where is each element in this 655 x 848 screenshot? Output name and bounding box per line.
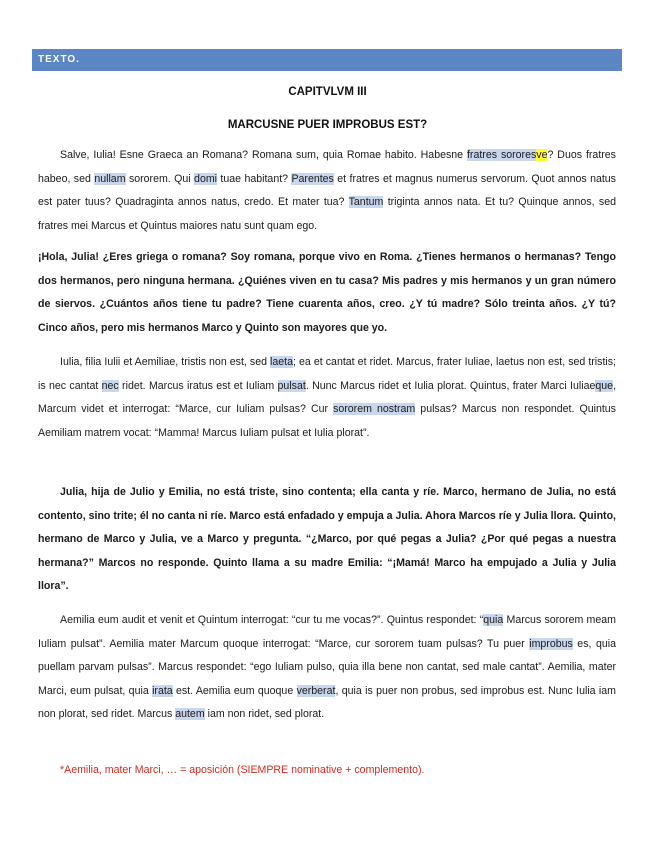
- text-run: Iulia, filia Iulii et Aemiliae, tristis non est, sed: [60, 356, 271, 368]
- highlighted-word: autem: [175, 708, 205, 720]
- text-run: et fratres et magnus numerus servorum. Quot annos natus est pater tuus? Quadraginta annos natus, credo. Et mater tua?: [38, 172, 616, 208]
- text-run: ¡Hola, Julia! ¿Eres griega o romana? Soy romana, porque vivo en Roma. ¿Tienes hermanos o hermanas? Tengo dos hermanos, pero ninguna hermana. ¿Quiénes viven en tu casa? Mis padres y mis hermanos y un gran número de siervos. ¿Cuántos años tiene tu padre? Tiene cuarenta años, creo. ¿Y tú madre? Sólo treinta años. ¿Y tú? Cinco años, pero mis hermanos Marco y Quinto son mayores que yo.: [38, 251, 616, 334]
- text-run: . Nunc Marcus ridet et Iulia plorat. Quintus, frater Marci Iuliae: [305, 379, 596, 392]
- text-run: Marcus sororem meam Iuliam pulsat”. Aemilia mater Marcum quoque interrogat: “Marce, cur sororem tuam pulsas? Tu puer: [38, 614, 616, 650]
- highlighted-word: que: [595, 379, 614, 392]
- text-run: pulsas? Marcus non respondet. Quintus Aemiliam matrem vocat: “Mamma! Marcus Iuliam pulsat et Iulia plorat”.: [38, 403, 616, 439]
- chapter-title: MARCUSNE PUER IMPROBUS EST?: [227, 119, 428, 131]
- text-run: Aemilia eum audit et venit et Quintum interrogat: “cur tu me vocas?”. Quintus respondet: “: [60, 614, 484, 626]
- paragraph-spanish-2: [38, 481, 616, 599]
- highlighted-word: quia: [483, 614, 504, 626]
- text-run: Julia, hija de Julio y Emilia, no está triste, sino contenta; ella canta y ríe. Marco, hermano de Julia, no está contento, sino trite; él no canta ni ríe. Marco está enfadado y empuja a Julia. Ahora Marcos ríe y Julia llora. Quinto, hermano de Marco y Julia, ve a Marco y pregunta. “¿Marco, por qué pegas a Julia? ¿Por qué pegas a nuestra hermana?” Marcos no responde. Quinto llama a su madre Emilia: “¡Mamá! Marco ha empujado a Julia y Julia llora”.: [38, 486, 616, 592]
- highlighted-word: nec: [101, 379, 119, 392]
- paragraph-latin-3: [38, 609, 616, 727]
- highlighted-word: verberat: [296, 684, 336, 697]
- text-run: , quia is puer non probus, sed improbus est. Nunc Iulia iam non plorat, sed ridet. Marcus: [38, 684, 616, 720]
- footnote-apposition: *Aemilia, mater Marci, … = aposición (SIEMPRE nominative + complemento).: [60, 764, 425, 776]
- text-run: , Marcum videt et interrogat: “Marce, cur Iuliam pulsas? Cur: [38, 379, 617, 415]
- text-run: iam non ridet, sed plorat.: [204, 708, 325, 720]
- text-run: ; ea et cantat et ridet. Marcus, frater Iuliae, laetus non est, sed tristis; is nec cantat: [38, 356, 616, 392]
- highlighted-word-yellow: ve: [536, 149, 548, 161]
- text-run: Salve, Iulia! Esne Graeca an Romana? Romana sum, quia Romae habito. Habesne: [60, 149, 467, 161]
- paragraph-spanish-1: [38, 246, 616, 340]
- text-run: triginta annos nata. Et tu? Quinque annos, sed fratres mei Marcus et Quintus maiores natu sunt quam ego.: [38, 196, 616, 232]
- paragraph-latin-1: [38, 144, 616, 238]
- text-run: sororem. Qui: [125, 172, 195, 185]
- highlighted-word: pulsat: [277, 379, 306, 392]
- paragraph-latin-2: [38, 351, 616, 445]
- highlighted-word: fratres sorores: [466, 149, 537, 161]
- section-header-bar: [32, 49, 622, 71]
- highlighted-word: Parentes: [291, 172, 334, 185]
- text-run: ? Duos fratres habeo, sed: [38, 149, 616, 185]
- highlighted-word: sororem nostram: [333, 403, 416, 415]
- text-run: est. Aemilia eum quoque: [172, 684, 297, 697]
- highlighted-word: laeta: [270, 356, 294, 368]
- highlighted-word: nullam: [94, 172, 126, 185]
- text-run: tuae habitant?: [217, 172, 292, 185]
- text-run: es, quia puellam parvam pulsas”. Marcus respondet: “ego Iuliam pulso, quia illa bene non cantat, sed male cantat”. Aemilia, mater Marci, eum pulsat, quia: [38, 637, 616, 697]
- chapter-number: CAPITVLVM III: [288, 86, 367, 98]
- highlighted-word: improbus: [529, 637, 573, 650]
- section-header-label: TEXTO.: [38, 54, 80, 65]
- highlighted-word: Tantum: [348, 196, 384, 208]
- highlighted-word: irata: [152, 684, 173, 697]
- text-run: ridet. Marcus iratus est et Iuliam: [118, 379, 278, 392]
- highlighted-word: domi: [194, 172, 218, 185]
